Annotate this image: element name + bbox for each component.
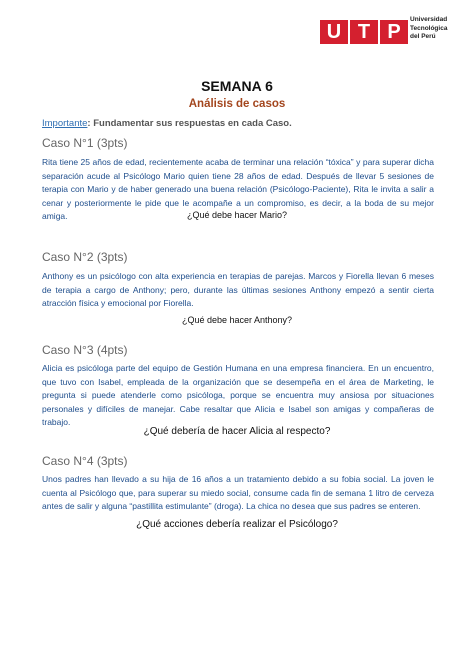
university-line-1: Universidad [410,16,448,23]
utp-logo [320,14,466,50]
case-2-body: Anthony es un psicólogo con alta experiencia en terapias de parejas. Marcos y Fiorella llevan 6 meses de terapia a cargo de Anthony; pero, durante las últimas sesiones Anthony empezó a sentir cierta atracción física y emocional por Fiorella. [42,271,434,308]
page-subtitle: Análisis de casos [188,98,286,110]
case-4-heading: Caso N°4 (3pts) [42,454,128,468]
university-line-3: del Perú [410,33,436,40]
university-name [410,16,466,42]
case-1-question: ¿Qué debe hacer Mario? [186,210,288,220]
logo-letter-p: P [380,20,408,44]
case-2-heading: Caso N°2 (3pts) [42,250,128,264]
case-3-heading: Caso N°3 (4pts) [42,343,128,357]
case-3-body: Alicia es psicóloga parte del equipo de Gestión Humana en una empresa financiera. En un encuentro, que tuvo con Isabel, empleada de la organización que se desempeña en el área de Marketing, le pregunta si puede atenderle como psicóloga, porque se encuentra muy ansiosa por situaciones personales y difíciles de manejar. Cabe resaltar que Alicia e Isabel son amigas y compañeras de trabajo. [42,363,434,427]
logo-letter-t: T [350,20,378,44]
case-1-heading: Caso N°1 (3pts) [42,136,128,150]
important-label: Importante [42,118,88,129]
case-3-question: ¿Qué debería de hacer Alicia al respecto? [143,426,331,437]
case-2-question: ¿Qué debe hacer Anthony? [181,315,293,325]
university-line-2: Tecnológica [410,24,448,32]
case-4-body: Unos padres han llevado a su hija de 16 años a un tratamiento debido a su fobia social. La joven le cuenta al Psicólogo que, para superar su miedo social, consume cada fin de semana 1 litro de cerveza antes de salir y alguna “pastillita estimulante” (droga). La chica no desea que sus padres se enteren. [42,474,434,511]
page-title: SEMANA 6 [201,78,273,94]
important-note [42,118,292,129]
case-1-body: Rita tiene 25 años de edad, recientemente acaba de terminar una relación “tóxica” y para superar dicha separación acude al Psicólogo Mario quien tiene 28 años de edad. Después de llevar 5 sesiones de terapia con Mario y de haber generado una buena relación (Psicólogo-Paciente), Rita le invita a salir a cenar y posteriormente le pide que le acompañe a un compromiso, es decir, a la boda de su mejor amiga. [42,157,434,221]
logo-letters [320,20,410,44]
logo-letter-u: U [320,20,348,44]
case-4-question: ¿Qué acciones debería realizar el Psicólogo? [136,519,338,530]
important-text: : Fundamentar sus respuestas en cada Caso. [87,118,292,129]
